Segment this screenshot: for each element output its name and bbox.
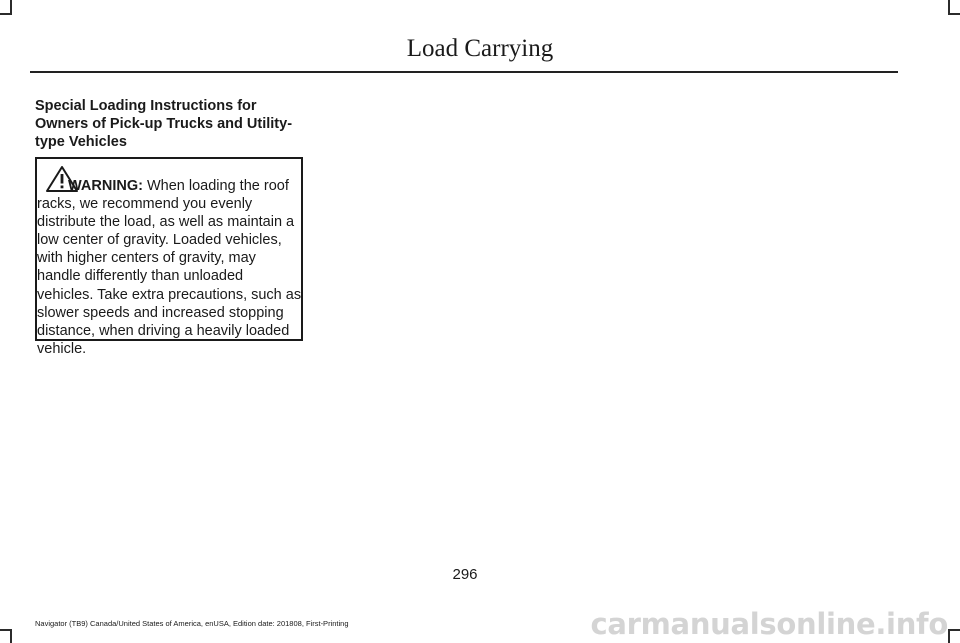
crop-mark-bottom-left-vertical	[10, 629, 12, 643]
section-heading: Special Loading Instructions for Owners of Pick-up Trucks and Utility-type Vehicles	[35, 98, 293, 150]
crop-mark-bottom-right-vertical	[948, 629, 950, 643]
crop-mark-top-left-horizontal	[0, 13, 12, 15]
crop-mark-bottom-right-horizontal	[948, 629, 960, 631]
warning-label: WARNING:	[68, 178, 143, 194]
header-divider	[30, 71, 898, 73]
warning-body-text: When loading the roof racks, we recommend you evenly distribute the load, as well as maintain a low center of gravity. Loaded vehicles, with higher centers of gravity, may handle differently than unloaded vehicles. Take extra precautions, such as slower speeds and increased stopping distance, when driving a heavily loaded vehicle.	[37, 178, 302, 357]
footer-edition-text: Navigator (TB9) Canada/United States of America, enUSA, Edition date: 201808, First-Printing	[35, 619, 349, 628]
page-header-title: Load Carrying	[406, 35, 554, 62]
watermark: carmanualsonline.info	[590, 607, 948, 641]
page-number: 296	[452, 566, 478, 583]
crop-mark-top-right-horizontal	[948, 13, 960, 15]
crop-mark-top-left-vertical	[10, 0, 12, 14]
crop-mark-bottom-left-horizontal	[0, 629, 12, 631]
warning-box	[35, 157, 303, 357]
warning-paragraph	[37, 177, 303, 358]
crop-mark-top-right-vertical	[948, 0, 950, 14]
